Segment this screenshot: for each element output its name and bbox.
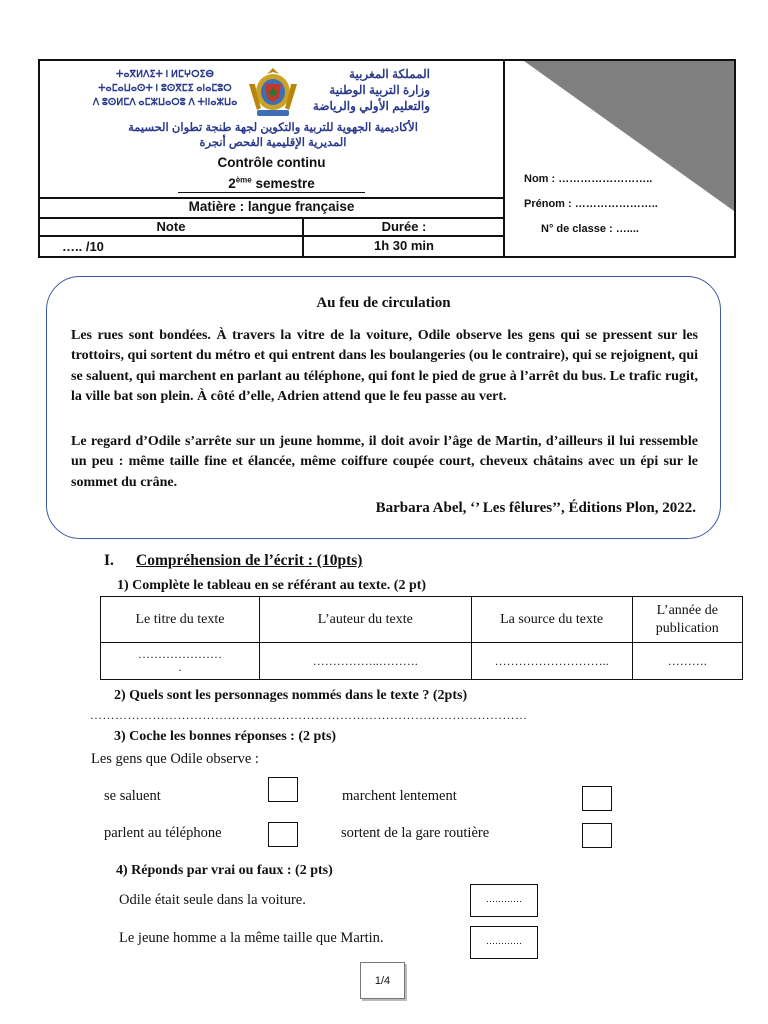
- tifinagh-line: ⵜⴰⵎⴰⵡⴰⵙⵜ ⵏ ⵓⵙⴳⵎⵉ ⴰⵏⴰⵎⵓⵔ: [98, 83, 232, 94]
- subject-label: Matière : langue française: [188, 199, 355, 214]
- statement: Odile était seule dans la voiture.: [119, 892, 306, 908]
- page-number: 1/4: [360, 962, 405, 999]
- answer-line-q2[interactable]: ……………………………………………………………………………………………: [90, 708, 528, 722]
- academy-arabic-text: [118, 121, 428, 151]
- semester-suffix: ème: [235, 175, 252, 184]
- tifinagh-line: ⴷ ⵓⵙⵍⵎⴷ ⴰⵎⵣⵡⴰⵔⵓ ⴷ ⵜⵏⵏⴰⵣⵡⴰ: [92, 97, 238, 108]
- answer-cell-title[interactable]: ………………… .: [101, 643, 260, 680]
- reading-paragraph-1: Les rues sont bondées. À travers la vitre de la voiture, Odile observe les gens qui se pressent sur les trottoirs, qui sortent du métro et qui entrent dans les boulangeries (ou le contraire), qui se rejoignent, qui se saluent, qui marchent en parlant au téléphone, qui font le pied de grue à l’arrêt du bus. Le trafic rugit, la ville bat son plein. À côté d’elle, Adrien attend que le feu passe au vert.: [71, 328, 698, 404]
- option-label: parlent au téléphone: [104, 825, 222, 841]
- table-header-row: [101, 597, 743, 643]
- checkbox-se-saluent[interactable]: [268, 777, 298, 802]
- checkbox-parlent-telephone[interactable]: [268, 822, 298, 847]
- arabic-line: المملكة المغربية: [349, 67, 430, 81]
- option-label: sortent de la gare routière: [341, 825, 490, 841]
- reference-table: [100, 596, 743, 680]
- note-value: ….. /10: [62, 239, 104, 254]
- ministry-tifinagh-text: [90, 68, 240, 110]
- academy-line: المديرية الإقليمية الفحص أنجرة: [199, 137, 347, 149]
- duration-label: Durée :: [381, 219, 427, 234]
- semester-word: semestre: [251, 175, 315, 191]
- header-rule: [38, 235, 505, 237]
- nom-field[interactable]: Nom : ……………………..: [524, 173, 653, 185]
- table-header-cell: L’année de publication: [632, 597, 742, 643]
- question-3: 3) Coche les bonnes réponses : (2 pts): [114, 729, 337, 744]
- answer-cell-year[interactable]: ……….: [632, 643, 742, 680]
- question-3-lead: Les gens que Odile observe :: [91, 751, 259, 767]
- answer-box-vrai-faux[interactable]: …………: [470, 884, 538, 917]
- corner-triangle-shape: [524, 61, 734, 211]
- answer-cell-source[interactable]: ………………………..: [471, 643, 632, 680]
- answer-cell-author[interactable]: ……………..……….: [259, 643, 471, 680]
- answer-box-vrai-faux[interactable]: …………: [470, 926, 538, 959]
- prenom-field[interactable]: Prénom : …………………..: [524, 198, 658, 210]
- table-answer-row[interactable]: [101, 643, 743, 680]
- semester-number: 2: [228, 175, 236, 191]
- checkbox-sortent-gare[interactable]: [582, 823, 612, 848]
- arabic-line: والتعليم الأولي والرياضة: [312, 99, 430, 113]
- tifinagh-line: ⵜⴰⴳⵍⴷⵉⵜ ⵏ ⵍⵎⵖⵔⵉⴱ: [116, 69, 214, 80]
- checkbox-marchent-lentement[interactable]: [582, 786, 612, 811]
- option-label: se saluent: [104, 788, 161, 804]
- duration-value: 1h 30 min: [374, 238, 434, 253]
- semester-label: [38, 175, 505, 191]
- control-title: Contrôle continu: [217, 155, 326, 170]
- table-header-cell: La source du texte: [471, 597, 632, 643]
- question-2: 2) Quels sont les personnages nommés dans le texte ? (2pts): [114, 688, 468, 703]
- statement: Le jeune homme a la même taille que Martin.: [119, 930, 384, 946]
- ministry-arabic-text: [305, 66, 430, 114]
- question-1: 1) Complète le tableau en se référant au texte. (2 pt): [117, 578, 427, 593]
- arabic-line: وزارة التربية الوطنية: [329, 83, 430, 97]
- academy-line: الأكاديمية الجهوية للتربية والتكوين لجهة طنجة تطوان الحسيمة: [128, 122, 418, 134]
- section-number: I.: [104, 552, 114, 569]
- class-number-field[interactable]: N° de classe : …....: [541, 223, 639, 235]
- question-4: 4) Réponds par vrai ou faux : (2 pts): [116, 863, 333, 878]
- option-label: marchent lentement: [342, 788, 457, 804]
- note-label: Note: [156, 219, 186, 234]
- reading-paragraph-2: Le regard d’Odile s’arrête sur un jeune homme, il doit avoir l’âge de Martin, d’ailleurs il lui ressemble un peu : même taille fine et élancée, même coiffure coupée court, cheveux châtains avec un épi sur le sommet du crâne.: [71, 434, 698, 490]
- table-header-cell: Le titre du texte: [101, 597, 260, 643]
- reading-source: Barbara Abel, ‘’ Les fêlures’’, Éditions Plon, 2022.: [375, 500, 696, 516]
- section-title: Compréhension de l’écrit : (10pts): [136, 552, 363, 569]
- royal-emblem-icon: [243, 64, 303, 120]
- table-header-cell: L’auteur du texte: [259, 597, 471, 643]
- reading-title: Au feu de circulation: [316, 295, 451, 311]
